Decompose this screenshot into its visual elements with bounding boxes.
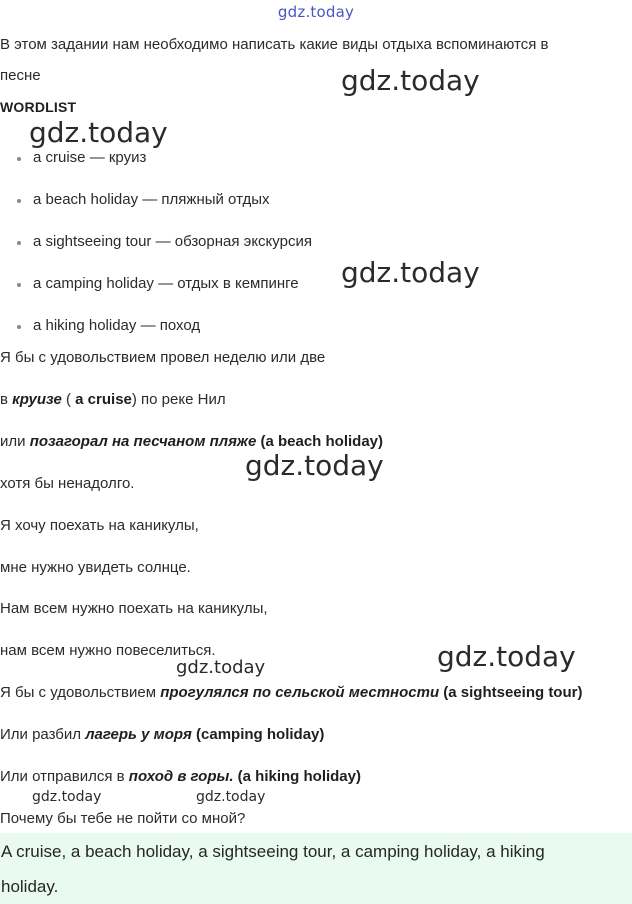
watermark: gdz.today (32, 789, 102, 805)
bullet-icon (17, 157, 21, 161)
bullet-icon (17, 325, 21, 329)
song-line (0, 726, 324, 744)
song-line: нам всем нужно повеселиться. (0, 642, 216, 659)
song-line: Я хочу поехать на каникулы, (0, 517, 199, 534)
watermark: gdz.today (341, 64, 480, 97)
intro-line-1: В этом задании нам необходимо написать какие виды отдыха вспоминаются в (0, 36, 549, 53)
highlight-phrase: круизе (12, 391, 62, 408)
song-line: мне нужно увидеть солнце. (0, 559, 191, 576)
english-term: (a beach holiday) (256, 433, 384, 450)
highlight-phrase: поход в горы. (128, 768, 234, 785)
wordlist-item: a sightseeing tour — обзорная экскурсия (33, 233, 312, 250)
wordlist-item: a camping holiday — отдых в кемпинге (33, 275, 299, 292)
highlight-phrase: прогулялся по сельской местности (160, 684, 440, 701)
watermark: gdz.today (196, 789, 266, 805)
song-text: в (0, 391, 13, 408)
song-line: Почему бы тебе не пойти со мной? (0, 810, 246, 827)
answer-box (0, 833, 632, 904)
wordlist-item: a cruise — круиз (33, 149, 147, 166)
highlight-phrase: позагорал на песчаном пляже (29, 433, 257, 450)
song-line: Нам всем нужно поехать на каникулы, (0, 600, 268, 617)
watermark: gdz.today (437, 640, 576, 673)
song-line (0, 684, 582, 702)
song-text: Я бы с удовольствием (0, 684, 161, 701)
song-text: ( (61, 391, 76, 408)
watermark: gdz.today (341, 256, 480, 289)
watermark: gdz.today (245, 449, 384, 482)
song-text: или (0, 433, 30, 450)
song-line (0, 391, 226, 409)
english-term: (a hiking holiday) (233, 768, 361, 785)
highlight-phrase: лагерь у моря (85, 726, 192, 743)
answer-line-1: A cruise, a beach holiday, a sightseeing tour, a camping holiday, a hiking (1, 842, 545, 861)
song-text: Или разбил (0, 726, 86, 743)
intro-line-2: песне (0, 67, 41, 84)
bullet-icon (17, 283, 21, 287)
watermark: gdz.today (176, 657, 266, 678)
song-text: Или отправился в (0, 768, 129, 785)
english-term: a cruise (75, 391, 132, 408)
watermark: gdz.today (29, 116, 168, 149)
wordlist-item: a hiking holiday — поход (33, 317, 201, 334)
song-text: ) по реке Нил (131, 391, 226, 408)
song-line (0, 768, 361, 786)
bullet-icon (17, 199, 21, 203)
wordlist-item: a beach holiday — пляжный отдых (33, 191, 270, 208)
english-term: (camping holiday) (191, 726, 325, 743)
song-line: хотя бы ненадолго. (0, 475, 135, 492)
site-logo: gdz.today (277, 3, 355, 21)
bullet-icon (17, 241, 21, 245)
song-line: Я бы с удовольствием провел неделю или две (0, 349, 326, 366)
wordlist-heading: WORDLIST (0, 99, 77, 115)
answer-line-2: holiday. (1, 877, 59, 896)
english-term: (a sightseeing tour) (439, 684, 583, 701)
